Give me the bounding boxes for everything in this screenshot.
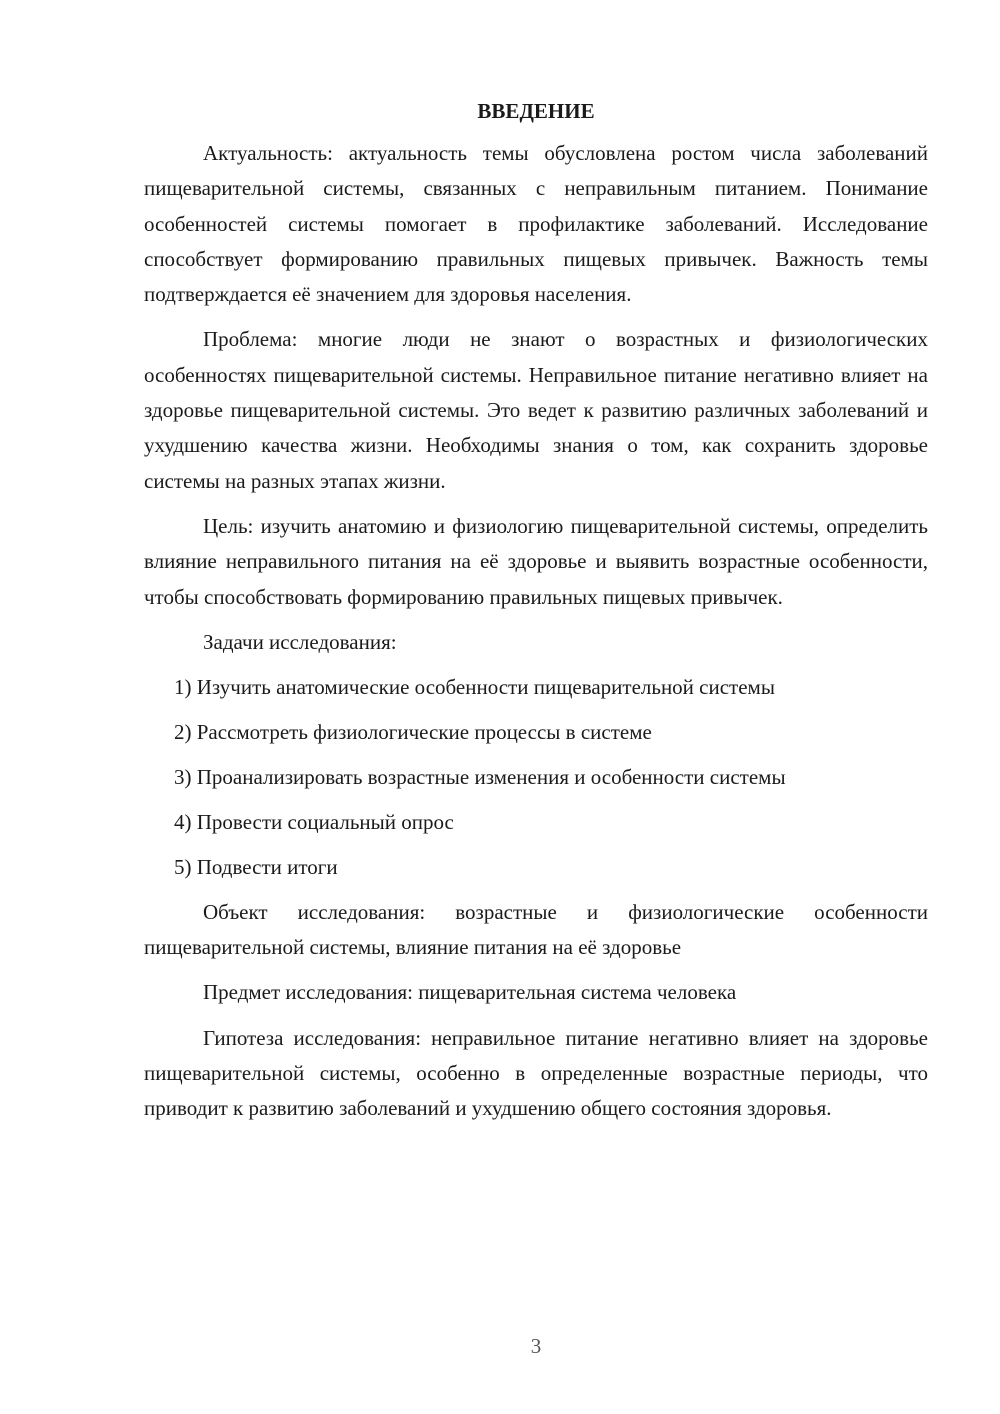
task-item-2: 2) Рассмотреть физиологические процессы в системе (174, 719, 652, 744)
hypothesis-paragraph: Гипотеза исследования: неправильное питание негативно влияет на здоровье пищеварительной системы, особенно в определенные возрастные периоды, что приводит к развитию заболеваний и ухудшению общего состояния здоровья. (144, 1025, 928, 1121)
tasks-heading: Задачи исследования: (203, 629, 397, 654)
subject-paragraph: Предмет исследования: пищеварительная система человека (203, 980, 737, 1005)
object-paragraph: Объект исследования: возрастные и физиологические особенности пищеварительной системы, влияние питания на её здоровье (144, 899, 928, 960)
task-item-5: 5) Подвести итоги (174, 854, 338, 879)
page-title: ВВЕДЕНИЕ (477, 99, 595, 123)
relevance-paragraph: Актуальность: актуальность темы обусловлена ростом числа заболеваний пищеварительной системы, связанных с неправильным питанием. Понимание особенностей системы помогает в профилактике заболеваний. Исследование способствует формированию правильных пищевых привычек. Важность темы подтверждается её значением для здоровья населения. (144, 141, 928, 307)
task-item-1: 1) Изучить анатомические особенности пищеварительной системы (174, 674, 775, 699)
page-number: 3 (530, 1334, 542, 1358)
page-content (144, 96, 928, 1137)
task-item-3: 3) Проанализировать возрастные изменения и особенности системы (174, 764, 786, 789)
goal-paragraph: Цель: изучить анатомию и физиологию пищеварительной системы, определить влияние неправильного питания на её здоровье и выявить возрастные особенности, чтобы способствовать формированию правильных пищевых привычек. (144, 513, 928, 609)
problem-paragraph: Проблема: многие люди не знают о возрастных и физиологических особенностях пищеварительной системы. Неправильное питание негативно влияет на здоровье пищеварительной системы. Это ведет к развитию различных заболеваний и ухудшению качества жизни. Необходимы знания о том, как сохранить здоровье системы на разных этапах жизни. (144, 327, 928, 493)
task-list (144, 670, 928, 885)
task-item-4: 4) Провести социальный опрос (174, 809, 454, 834)
